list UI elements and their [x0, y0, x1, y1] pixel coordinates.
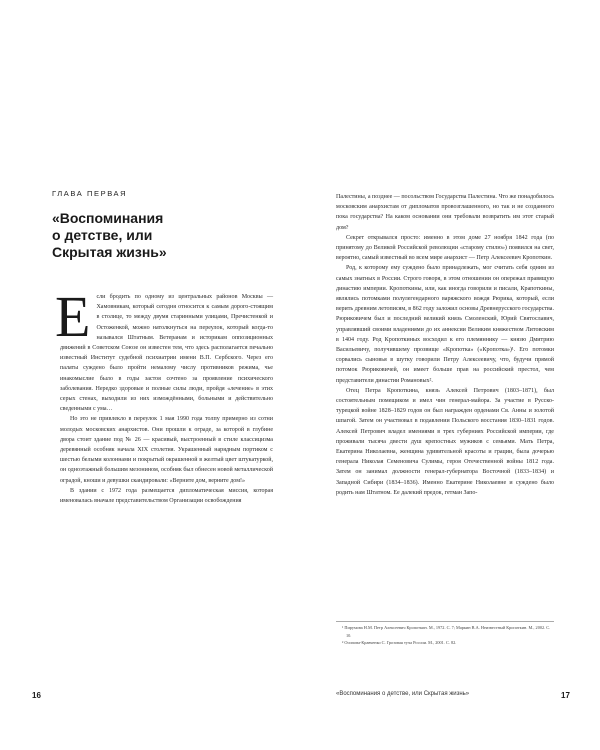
paragraph: Палестины, а позднее — посольством Государства Палестина. Что же понадобилось московским анархистам от дипломатов провозглашенного, но так и не созданного пока государства? На каком основании они требовали возвратить им этот старый дом?: [336, 194, 555, 231]
paragraph: Отец Петра Кропоткина, князь Алексей Петрович (1803–1871), был состоятельным помещиком и имел чин генерал-майора. За участие в Русско-турецкой войне 1828–1829 годов он был награжден орденами Св. Анны и золотой шпагой. Затем он участвовал в подавлении Польского восстания 1830–1831 годов. Алексей Петрович владел имениями в трех губерниях Российской империи, где проживали тысяча двести душ крепостных мужиков с семьями. Мать Петра, Екатерина Николаевна, женщина удивительной красоты и грации, была дочерью генерала Николая Семеновича Сулимы, героя Отечественной войны 1812 года. Затем он занимал должности генерал-губернатора Восточной (1833–1834) и Западной Сибири (1834–1836). Именно Екатерине Николаевне и суждено было родить нам Штатном. Ее далекий предок, гетман Запо-: [336, 387, 554, 496]
footnotes: [336, 621, 554, 647]
paragraph: Род, к которому ему суждено было принадлежать, мог считать себя одним из самых знатных в России. Строго говоря, в этом отношении он опережал правящую династию империи. Кропоткины, или, как иногда говорили и писали, Крапоткины, являлись потомками полулегендарного варяжского вождя Рюрика, который, если верить древним летописям, в 862 году заложил основы Древнерусского государства. Рюриковичем был и последний великий князь Смоленский, Юрий Святославич, управлявший своими владениями до их аннексии Великим княжеством Литовским в 1404 году. Род Кропоткиных восходил к его племяннику — князю Дмитрию Васильевичу, получившему прозвище «Кропотка» («Кропотка»)¹. Его потомки сорвались сыновья в шутку говорили Петру Алексеевичу, что, будучи прямой потомок Рюриковичей, он имеет больше прав на российский престол, чем представители династии Романовых².: [336, 265, 554, 384]
paragraph: В здании с 1972 года размещается дипломатическая миссия, которая именовалась вначале представительством Организации освобождения: [60, 487, 273, 505]
chapter-title-line: «Воспоминания: [52, 210, 164, 226]
paragraph: Секрет открывался просто: именно в этом доме 27 ноября 1842 года (по принятому до Великой Российской революции «старому стилю») появился на свет, вероятно, самый известный во всем мире анархист — Петр Алексеевич Кропоткин.: [336, 234, 554, 262]
chapter-title: [52, 210, 267, 261]
chapter-title-line: Скрытая жизнь»: [52, 244, 167, 260]
page-number-left: 16: [32, 691, 41, 700]
page-number-right: 17: [561, 691, 570, 700]
chapter-label: ГЛАВА ПЕРВАЯ: [52, 189, 128, 198]
drop-cap: Е: [55, 284, 91, 349]
paragraph-text: сли бродить по одному из центральных районов Москвы — Хамовникам, который сегодня относится к самым дорого-стоящим в столице, то между двумя старинными улицами, Пречистенкой и Остоженкой, можно натолкнуться на переулок, который когда-то назывался Штатным. Ветеранам и историкам оппозиционных движений в Советском Союзе он известен тем, что здесь располагается печально известный Институт судебной психиатрии имени В.П. Сербского. Через его палаты суждено было пройти немалому числу противников режима, чье инакомыслие было в годы застоя сочтено за проявление психического заболевания. Нередко здоровые и полные силы люди, пройдя «лечение» в этих серых стенах, выходили из них измождёнными, больными и действительно сведенными с ума…: [60, 294, 273, 413]
footnote-divider: [336, 621, 554, 622]
footnote: ² Осипова-Кравченко С. Грозовая туча России. М., 2001. С. 82.: [342, 640, 457, 646]
paragraph: Но это не привлекло в переулок 1 мая 1990 года толпу примерно из сотни молодых московских анархистов. Они прошли к ограде, за которой в глубине двора стоит здание под № 26 — красивый, выстроенный в стиле классицизма деревянный особняк начала XIX столетия. Украшенный нарядным портиком с шестью белыми колоннами и покрытый окрашенной в желтый цвет штукатуркой, он одноэтажный большим мезонином, особняк был обнесен новой металлической оградой, кноши и девушки скандировали: «Верните дом, верните дом!»: [60, 416, 273, 484]
paragraph: [55, 284, 273, 414]
chapter-title-line: о детстве, или: [52, 227, 153, 243]
footnote: ¹ Пирумова Н.М. Петр Алексеевич Кропоткин. М., 1972. С. 7; Маркин В.А. Неизвестный Кропоткин. М., 2002. С. 10.: [342, 625, 551, 638]
running-head: «Воспоминания о детстве, или Скрытая жизнь»: [336, 691, 470, 697]
left-body-text: [55, 284, 273, 506]
right-body-text: [336, 192, 554, 498]
